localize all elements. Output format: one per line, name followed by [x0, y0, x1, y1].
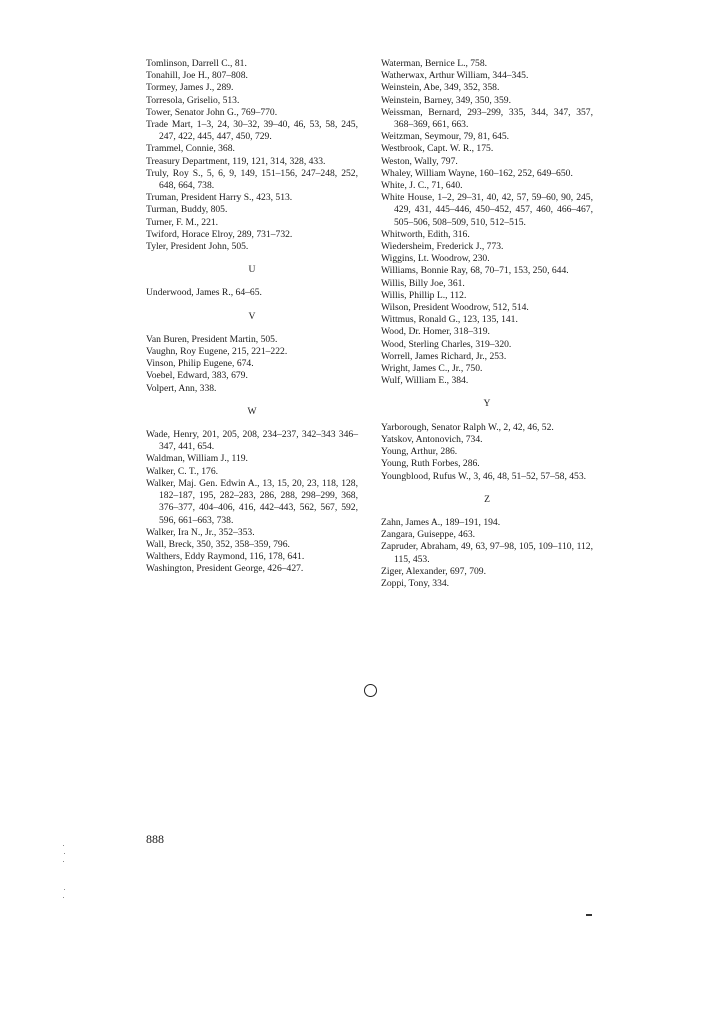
index-group-z [381, 517, 593, 590]
index-entry: Truman, President Harry S., 423, 513. [146, 192, 293, 204]
index-entry: Wood, Dr. Homer, 318–319. [381, 326, 490, 338]
index-group-y [381, 422, 593, 483]
index-entry: Youngblood, Rufus W., 3, 46, 48, 51–52, 57–58, 453. [381, 470, 587, 482]
index-entry: Weston, Wally, 797. [381, 155, 458, 167]
index-entry: Volpert, Ann, 338. [146, 382, 217, 394]
index-entry: Treasury Department, 119, 121, 314, 328, 433. [146, 155, 326, 167]
index-entry: White, J. C., 71, 640. [381, 180, 463, 192]
index-entry: Vaughn, Roy Eugene, 215, 221–222. [146, 346, 288, 358]
index-entry: Turman, Buddy, 805. [146, 204, 228, 216]
index-entry: Ziger, Alexander, 697, 709. [381, 565, 487, 577]
index-entry: Tonahill, Joe H., 807–808. [146, 70, 248, 82]
index-entry: Wiedersheim, Frederick J., 773. [381, 241, 504, 253]
index-entry: Tower, Senator John G., 769–770. [146, 106, 278, 118]
index-entry: Trade Mart, 1–3, 24, 30–32, 39–40, 46, 53, 58, 245, 247, 422, 445, 447, 450, 729. [146, 119, 358, 143]
section-letter-y: Y [483, 398, 491, 410]
index-entry: Williams, Bonnie Ray, 68, 70–71, 153, 250, 644. [381, 265, 569, 277]
index-entry: Weitzman, Seymour, 79, 81, 645. [381, 131, 510, 143]
scan-specks [63, 845, 65, 905]
index-entry: Trammel, Connie, 368. [146, 143, 235, 155]
index-group-u [146, 287, 358, 299]
index-entry: Yarborough, Senator Ralph W., 2, 42, 46, 52. [381, 421, 554, 433]
index-entry: Van Buren, President Martin, 505. [146, 333, 278, 345]
index-entry: Waterman, Bernice L., 758. [381, 58, 488, 69]
index-entry: Wall, Breck, 350, 352, 358–359, 796. [146, 538, 290, 550]
index-entry: Yatskov, Antonovich, 734. [381, 433, 483, 445]
index-entry: Willis, Billy Joe, 361. [381, 277, 465, 289]
index-entry: Twiford, Horace Elroy, 289, 731–732. [146, 228, 293, 240]
index-entry: Walthers, Eddy Raymond, 116, 178, 641. [146, 551, 305, 563]
scan-mark [586, 914, 592, 916]
index-entry: Walker, Maj. Gen. Edwin A., 13, 15, 20, 23, 118, 128, 182–187, 195, 282–283, 286, 288, 298–299, 368, 376–377, 404–406, 416, 442–443, 562, 567, 592, 596, 661–663, 738. [146, 477, 358, 526]
index-entry: Wittmus, Ronald G., 123, 135, 141. [381, 314, 518, 326]
index-entry: Weinstein, Barney, 349, 350, 359. [381, 94, 511, 106]
section-letter-w: W [247, 405, 257, 417]
index-entry: Wulf, William E., 384. [381, 375, 469, 387]
index-group-v [146, 334, 358, 395]
index-entry: Torresola, Griselio, 513. [146, 94, 240, 106]
index-entry: Zoppi, Tony, 334. [381, 577, 450, 589]
index-group-w-left [146, 429, 358, 575]
index-column-right [381, 58, 593, 590]
index-entry: Turner, F. M., 221. [146, 216, 219, 228]
index-entry: Wood, Sterling Charles, 319–320. [381, 338, 512, 350]
index-entry: Tyler, President John, 505. [146, 241, 249, 253]
index-entry: Zahn, James A., 189–191, 194. [381, 516, 501, 528]
index-entry: White House, 1–2, 29–31, 40, 42, 57, 59–60, 90, 245, 429, 431, 445–446, 450–452, 457, 460, 466–467, 505–506, 508–509, 510, 512–515. [381, 192, 593, 228]
index-entry: Tomlinson, Darrell C., 81. [146, 58, 247, 69]
index-entry: Whaley, William Wayne, 160–162, 252, 649–650. [381, 167, 573, 179]
index-column-left [146, 58, 358, 576]
index-entry: Zapruder, Abraham, 49, 63, 97–98, 105, 109–110, 112, 115, 453. [381, 541, 593, 565]
index-group-t [146, 58, 358, 253]
index-entry: Westbrook, Capt. W. R., 175. [381, 143, 494, 155]
section-letter-v: V [248, 310, 256, 322]
index-entry: Waldman, William J., 119. [146, 453, 248, 465]
index-entry: Wright, James C., Jr., 750. [381, 363, 483, 375]
index-entry: Watherwax, Arthur William, 344–345. [381, 70, 529, 82]
index-entry: Walker, Ira N., Jr., 352–353. [146, 526, 255, 538]
section-letter-u: U [248, 264, 256, 276]
index-entry: Wiggins, Lt. Woodrow, 230. [381, 253, 490, 265]
section-letter-z: Z [484, 493, 490, 505]
index-entry: Whitworth, Edith, 316. [381, 228, 470, 240]
index-entry: Voebel, Edward, 383, 679. [146, 370, 248, 382]
index-entry: Worrell, James Richard, Jr., 253. [381, 350, 507, 362]
page-number: 888 [146, 832, 164, 846]
index-entry: Washington, President George, 426–427. [146, 563, 304, 575]
index-entry: Willis, Phillip L., 112. [381, 289, 467, 301]
index-entry: Zangara, Guiseppe, 463. [381, 529, 476, 541]
index-entry: Walker, C. T., 176. [146, 465, 219, 477]
index-entry: Weinstein, Abe, 349, 352, 358. [381, 82, 500, 94]
index-entry: Underwood, James R., 64–65. [146, 287, 262, 299]
index-entry: Young, Ruth Forbes, 286. [381, 458, 480, 470]
index-entry: Truly, Roy S., 5, 6, 9, 149, 151–156, 247–248, 252, 648, 664, 738. [146, 167, 358, 192]
index-entry: Wilson, President Woodrow, 512, 514. [381, 302, 529, 314]
index-entry: Wade, Henry, 201, 205, 208, 234–237, 342–343 346–347, 441, 654. [146, 429, 358, 453]
end-circle-icon [364, 684, 377, 697]
index-entry: Weissman, Bernard, 293–299, 335, 344, 347, 357, 368–369, 661, 663. [381, 106, 593, 131]
index-entry: Vinson, Philip Eugene, 674. [146, 358, 254, 370]
index-group-w-right [381, 58, 593, 387]
index-entry: Young, Arthur, 286. [381, 446, 458, 458]
index-entry: Tormey, James J., 289. [146, 82, 234, 94]
